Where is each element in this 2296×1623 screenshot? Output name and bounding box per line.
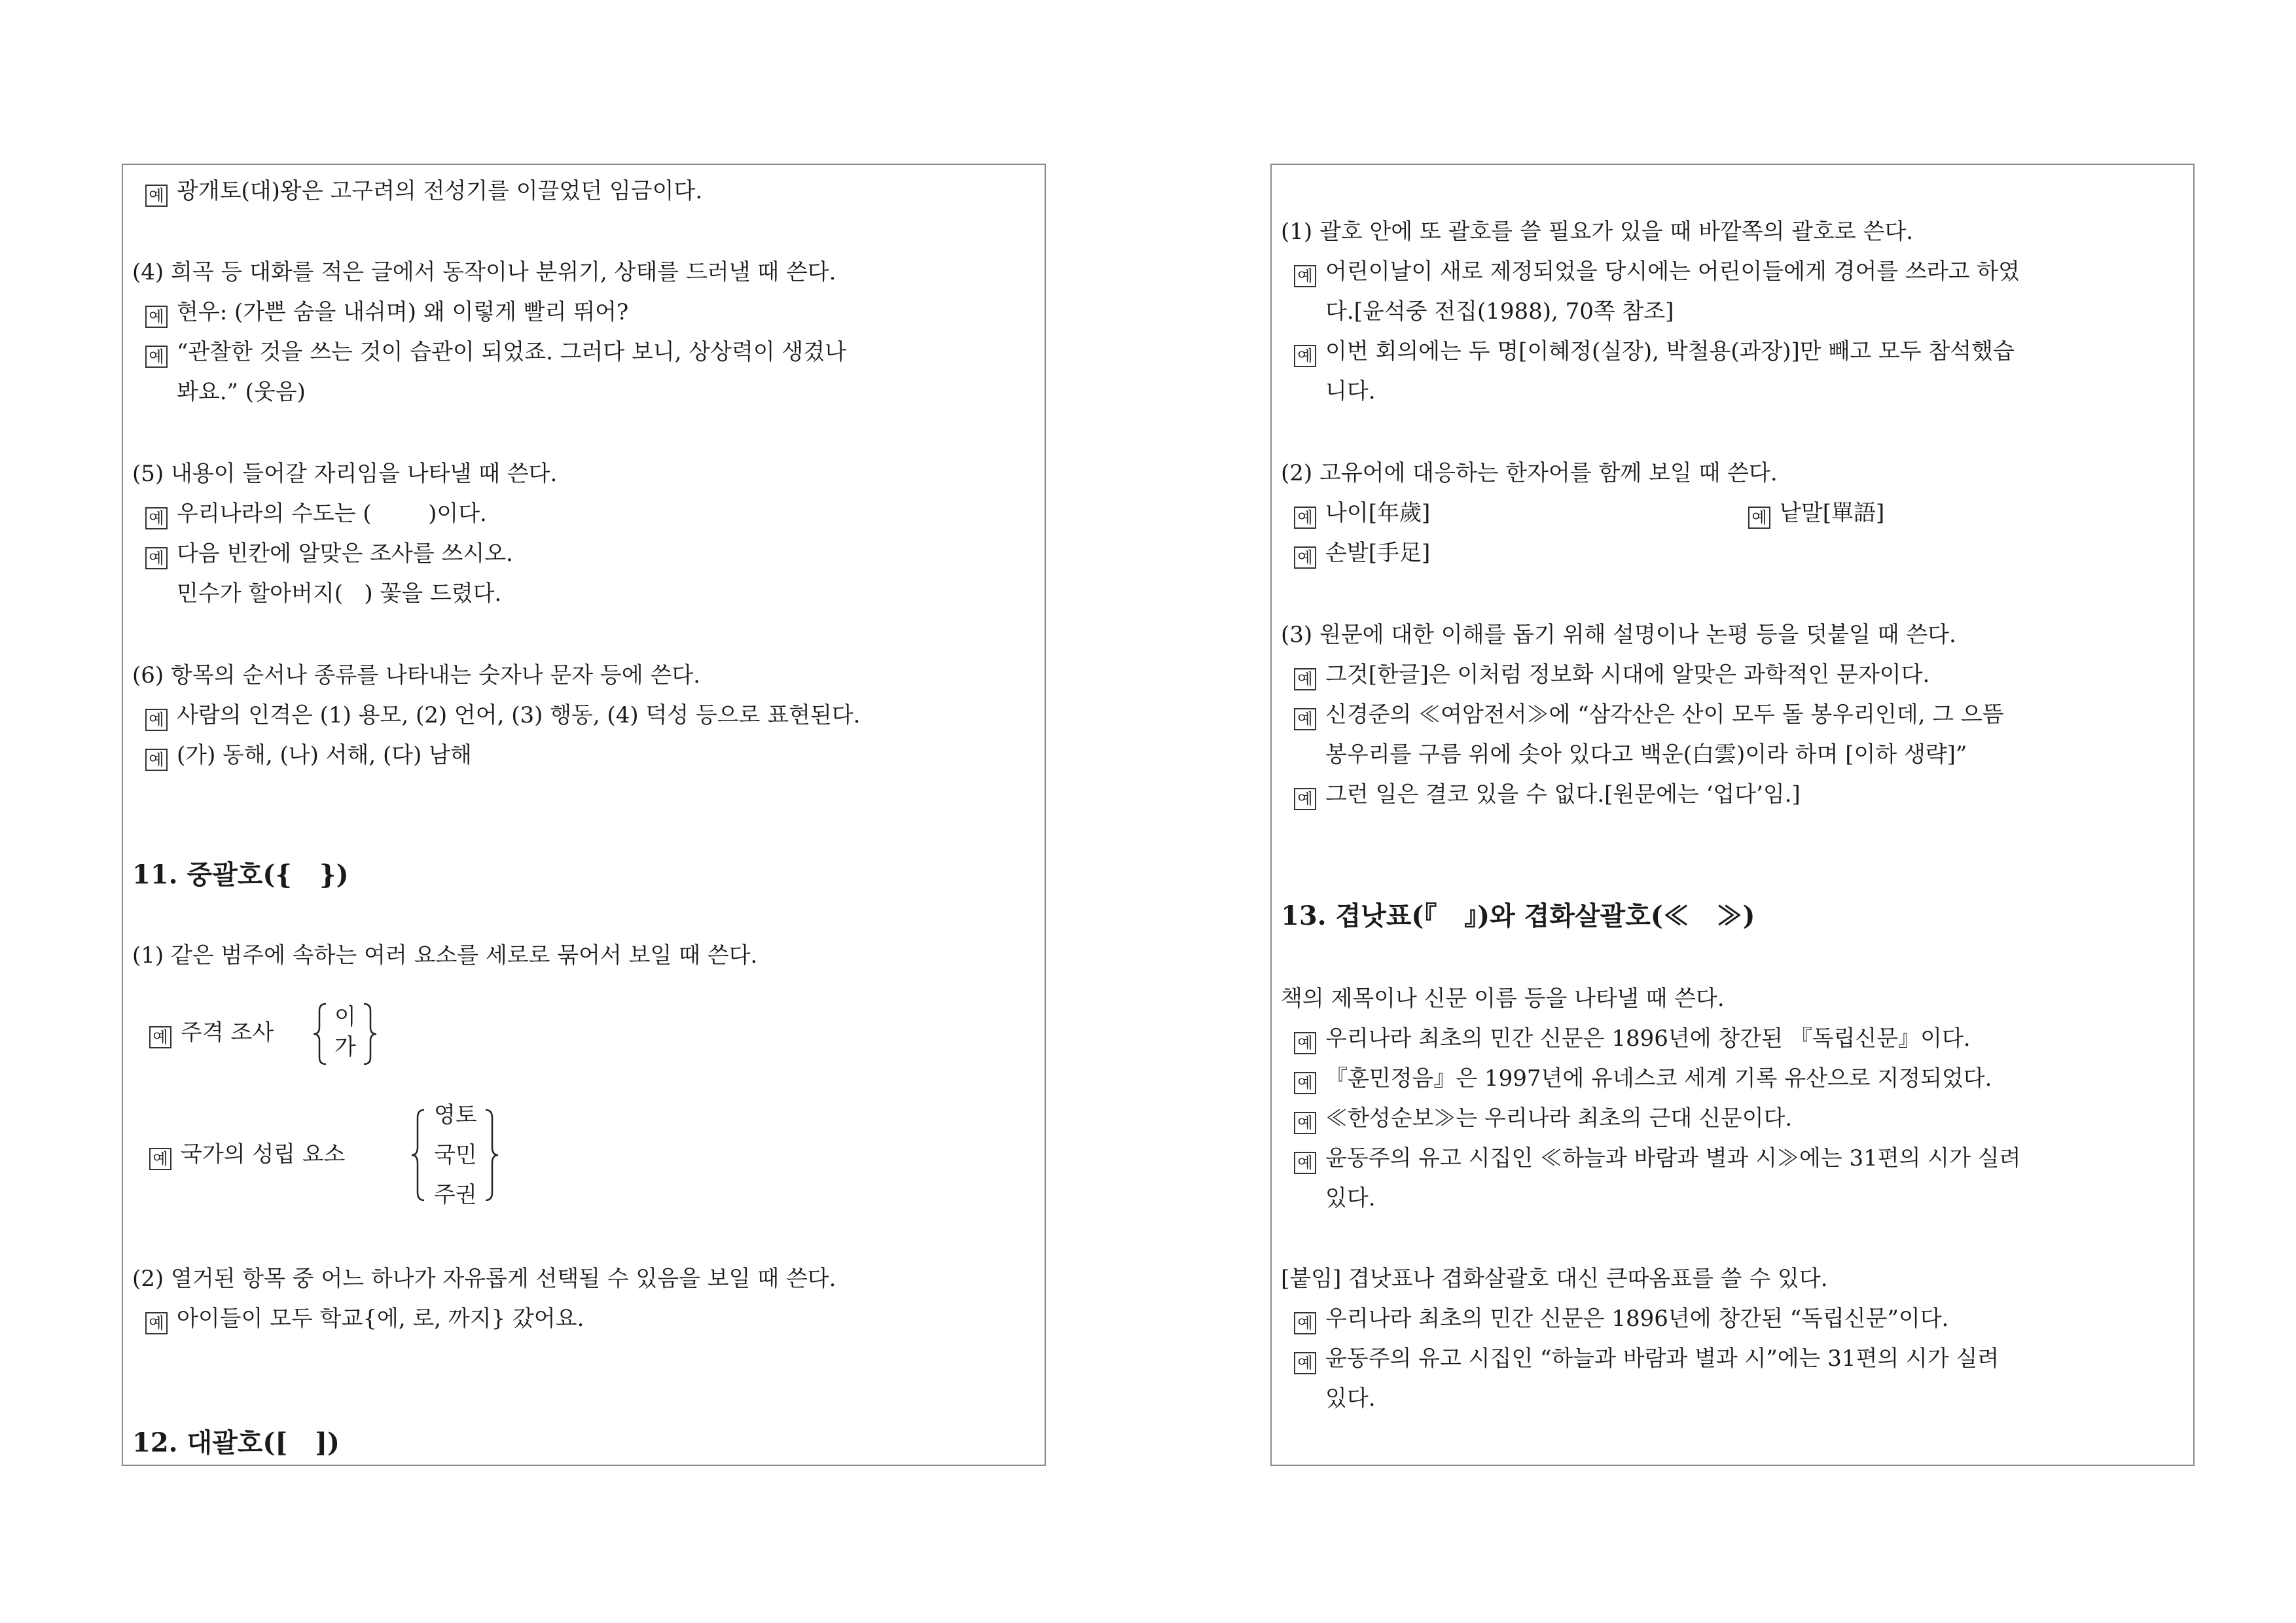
example-mark: 예 (1294, 1152, 1316, 1174)
example-mark: 예 (1294, 1112, 1316, 1134)
example-line: 예 주격 조사 (149, 1018, 274, 1048)
example-mark: 예 (1294, 1352, 1316, 1374)
example-mark: 예 (1294, 345, 1316, 367)
right-brace (360, 1001, 380, 1067)
example-line: 예 광개토(대)왕은 고구려의 전성기를 이끌었던 임금이다. (145, 177, 702, 207)
brace-item: 가 (334, 1034, 356, 1060)
rule-12-3: (3) 원문에 대한 이해를 돕기 위해 설명이나 논평 등을 덧붙일 때 쓴다. (1281, 622, 1956, 648)
example-line-cont: 봉우리를 구름 위에 솟아 있다고 백운(白雲)이라 하며 [이하 생략]” (1325, 741, 1967, 768)
example-mark: 예 (1748, 507, 1770, 529)
rule-12-1: (1) 괄호 안에 또 괄호를 쓸 필요가 있을 때 바깥쪽의 괄호로 쓴다. (1281, 219, 1914, 245)
rule-5: (5) 내용이 들어갈 자리임을 나타낼 때 쓴다. (132, 461, 558, 487)
example-line: 예 손발[手足] (1294, 539, 1430, 569)
example-mark: 예 (1294, 668, 1316, 690)
example-mark: 예 (145, 185, 168, 207)
rule-11-2: (2) 열거된 항목 중 어느 하나가 자유롭게 선택될 수 있음을 보일 때 쓴다. (132, 1266, 836, 1292)
section-heading-12: 12. 대괄호([ ]) (132, 1427, 340, 1458)
example-mark: 예 (149, 1026, 171, 1048)
example-mark: 예 (1294, 546, 1316, 569)
example-line: 예 윤동주의 유고 시집인 ≪하늘과 바람과 별과 시≫에는 31편의 시가 실려 (1294, 1144, 2020, 1174)
brace-item: 이 (334, 1004, 356, 1030)
brace-item: 국민 (434, 1142, 477, 1168)
example-mark: 예 (1294, 1312, 1316, 1334)
example-line: 예 우리나라의 수도는 ( )이다. (145, 499, 487, 529)
example-mark: 예 (145, 346, 168, 368)
example-line: 예 ≪한성순보≫는 우리나라 최초의 근대 신문이다. (1294, 1104, 1792, 1134)
example-line: 예 나이[年歲] (1294, 499, 1430, 529)
example-mark: 예 (145, 749, 168, 771)
example-line-cont: 있다. (1325, 1185, 1376, 1211)
example-line: 예 아이들이 모두 학교{에, 로, 까지} 갔어요. (145, 1304, 584, 1334)
example-line: 예 그것[한글]은 이처럼 정보화 시대에 알맞은 과학적인 문자이다. (1294, 660, 1929, 690)
brace-item: 주권 (434, 1182, 477, 1208)
note: [붙임] 겹낫표나 겹화살괄호 대신 큰따옴표를 쓸 수 있다. (1281, 1266, 1828, 1292)
rule-11-1: (1) 같은 범주에 속하는 여러 요소를 세로로 묶어서 보일 때 쓴다. (132, 942, 758, 969)
right-page (1270, 164, 2195, 1466)
rule-4: (4) 희곡 등 대화를 적은 글에서 동작이나 분위기, 상태를 드러낼 때 쓴다. (132, 259, 836, 285)
example-line: 예 다음 빈칸에 알맞은 조사를 쓰시오. (145, 539, 513, 569)
rule-12-2: (2) 고유어에 대응하는 한자어를 함께 보일 때 쓴다. (1281, 460, 1778, 486)
example-line-cont: 니다. (1325, 378, 1376, 404)
example-line-cont: 다.[윤석중 전집(1988), 70쪽 참조] (1325, 298, 1674, 325)
example-mark: 예 (1294, 507, 1316, 529)
example-mark: 예 (145, 1312, 168, 1334)
example-mark: 예 (1294, 1032, 1316, 1054)
example-line: 예 윤동주의 유고 시집인 “하늘과 바람과 별과 시”에는 31편의 시가 실려 (1294, 1344, 1999, 1374)
example-line: 예 사람의 인격은 (1) 용모, (2) 언어, (3) 행동, (4) 덕성 등으로 표현된다. (145, 701, 860, 731)
section-heading-11: 11. 중괄호({ }) (132, 859, 349, 890)
example-mark: 예 (145, 306, 168, 328)
example-mark: 예 (1294, 708, 1316, 730)
section-heading-13: 13. 겹낫표(『 』)와 겹화살괄호(≪ ≫) (1281, 901, 1755, 931)
rule-6: (6) 항목의 순서나 종류를 나타내는 숫자나 문자 등에 쓴다. (132, 662, 700, 688)
left-brace (310, 1001, 330, 1067)
example-mark: 예 (1294, 788, 1316, 810)
example-line: 예 우리나라 최초의 민간 신문은 1896년에 창간된 『독립신문』이다. (1294, 1024, 1971, 1054)
example-line: 예 (가) 동해, (나) 서해, (다) 남해 (145, 741, 472, 771)
example-mark: 예 (1294, 265, 1316, 287)
left-brace (408, 1107, 428, 1203)
example-mark: 예 (145, 507, 168, 529)
example-mark: 예 (1294, 1072, 1316, 1094)
example-mark: 예 (145, 547, 168, 569)
right-brace (482, 1107, 501, 1203)
example-mark: 예 (145, 709, 168, 731)
rule-13: 책의 제목이나 신문 이름 등을 나타낼 때 쓴다. (1281, 986, 1725, 1012)
example-line: 예 신경준의 ≪여암전서≫에 “삼각산은 산이 모두 돌 봉우리인데, 그 으뜸 (1294, 700, 2004, 730)
example-line: 예 현우: (가쁜 숨을 내쉬며) 왜 이렇게 빨리 뛰어? (145, 298, 628, 328)
example-mark: 예 (149, 1148, 171, 1170)
brace-item: 영토 (434, 1102, 477, 1128)
example-line-cont: 있다. (1325, 1385, 1376, 1412)
example-line: 예 “관찰한 것을 쓰는 것이 습관이 되었죠. 그러다 보니, 상상력이 생겼나 (145, 338, 846, 368)
example-line: 예 이번 회의에는 두 명[이혜정(실장), 박철용(과장)]만 빼고 모두 참석했습 (1294, 337, 2015, 367)
example-line: 예 우리나라 최초의 민간 신문은 1896년에 창간된 “독립신문”이다. (1294, 1304, 1948, 1334)
example-line-cont: 민수가 할아버지( ) 꽃을 드렸다. (177, 580, 502, 607)
example-line: 예 낱말[單語] (1748, 499, 1884, 529)
example-line: 예 어린이날이 새로 제정되었을 당시에는 어린이들에게 경어를 쓰라고 하였 (1294, 257, 2020, 287)
example-line: 예 국가의 성립 요소 (149, 1140, 346, 1170)
example-line-cont: 봐요.” (웃음) (177, 379, 306, 405)
example-line: 예 그런 일은 결코 있을 수 없다.[원문에는 ‘업다’임.] (1294, 780, 1801, 810)
left-page (122, 164, 1046, 1466)
example-line: 예 『훈민정음』은 1997년에 유네스코 세계 기록 유산으로 지정되었다. (1294, 1064, 1992, 1094)
